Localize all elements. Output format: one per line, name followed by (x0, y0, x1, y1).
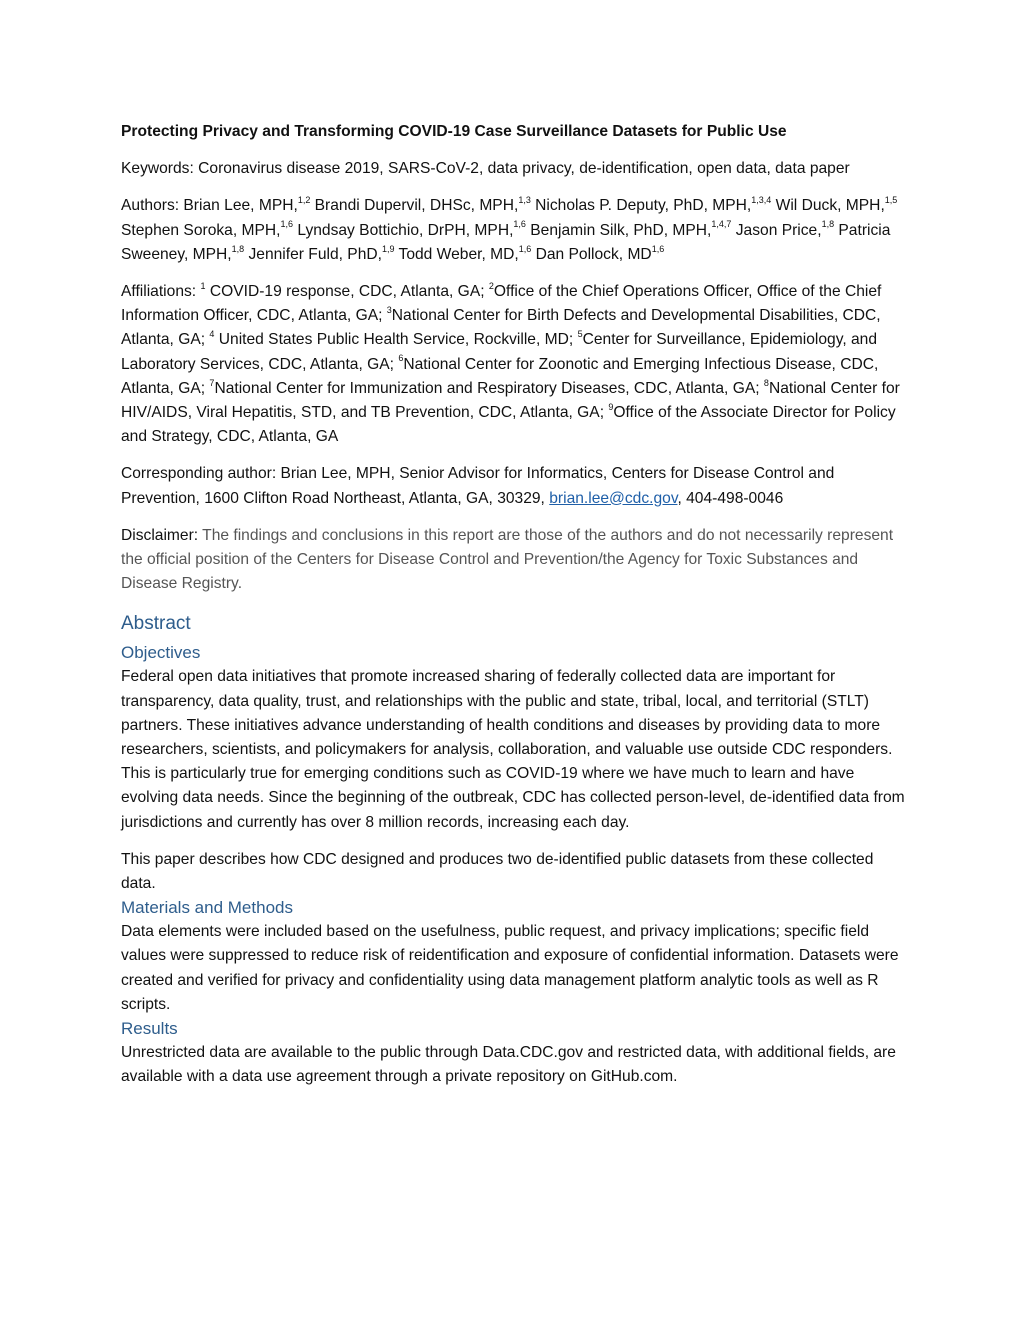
affiliation-number-sup: 6 (398, 353, 404, 364)
affiliation-number-sup: 3 (386, 305, 392, 316)
affiliation-number-sup: 1 (200, 280, 206, 291)
author-name: Lyndsay Bottichio, DrPH, MPH, (293, 221, 514, 239)
paper-page (121, 120, 911, 1090)
disclaimer-text: The findings and conclusions in this report are those of the authors and do not necessarily represent the official position of the Centers for Disease Control and Prevention/the Agency for Toxic Substances and Disease Registry. (121, 526, 894, 593)
objectives-heading: Objectives (121, 643, 201, 663)
results-heading: Results (121, 1019, 178, 1039)
affiliation-text: National Center for HIV/AIDS, Viral Hepatitis, STD, and TB Prevention, CDC, Atlanta, GA; (121, 379, 900, 422)
affiliation-number-sup: 2 (488, 280, 494, 291)
author-affiliation-sup: 1,9 (381, 243, 395, 254)
keywords: Keywords: Coronavirus disease 2019, SARS-CoV-2, data privacy, de-identification, open data, data paper (121, 160, 850, 178)
disclaimer-label: Disclaimer: (121, 526, 203, 544)
author-affiliation-sup: 1,3 (518, 195, 531, 206)
abstract-heading: Abstract (121, 613, 191, 635)
author-affiliation-sup: 1,4,7 (711, 219, 732, 230)
objectives-paragraph-2: This paper describes how CDC designed and produces two de-identified public datasets from these collected data. (121, 850, 874, 893)
affiliation-text: United States Public Health Service, Rockville, MD; (214, 331, 578, 349)
objectives-paragraph-1: Federal open data initiatives that promote increased sharing of federally collected data are important for transparency, data quality, trust, and relationships with the public and state, tribal, local, and territorial (STLT) partners. These initiatives advance understanding of health conditions and diseases by providing data to more researchers, scientists, and policymakers for analysis, collaboration, and valuable use outside CDC responders. This is particularly true for emerging conditions such as COVID-19 where we have much to learn and have evolving data needs. Since the beginning of the outbreak, CDC has collected person-level, de-identified data from jurisdictions and currently has over 8 million records, increasing each day. (121, 668, 905, 831)
affiliation-text: Center for Surveillance, Epidemiology, and Laboratory Services, CDC, Atlanta, GA; (121, 331, 878, 373)
author-affiliation-sup: 1,6 (651, 243, 665, 254)
disclaimer (121, 524, 911, 597)
author-affiliation-sup: 1,3,4 (751, 195, 772, 206)
authors-paragraph (121, 194, 911, 267)
author-name: Nicholas P. Deputy, PhD, MPH, (530, 197, 752, 215)
corresponding-text: Corresponding author: Brian Lee, MPH, Senior Advisor for Informatics, Centers for Disease Control and Prevention, 1600 Clifton Road Northeast, Atlanta, GA, 30329, (121, 465, 835, 507)
paper-title: Protecting Privacy and Transforming COVID-19 Case Surveillance Datasets for Public Use (121, 123, 787, 140)
author-name: Brandi Dupervil, DHSc, MPH, (310, 197, 519, 215)
corresponding-phone: , 404-498-0046 (677, 489, 784, 507)
author-affiliation-sup: 1,8 (821, 219, 835, 230)
methods-paragraph: Data elements were included based on the usefulness, public request, and privacy implications; specific field values were suppressed to reduce risk of reidentification and exposure of confidential information. Datasets were created and verified for privacy and confidentiality using data management platform analytic tools as well as R scripts. (121, 923, 899, 1013)
affiliation-text: Office of the Chief Operations Officer, Office of the Chief Information Officer, CDC, Atlanta, GA; (121, 283, 882, 325)
author-name: Jason Price, (731, 221, 822, 239)
author-affiliation-sup: 1,5 (884, 195, 898, 206)
affiliation-number-sup: 9 (608, 401, 614, 412)
author-affiliation-sup: 1,6 (518, 243, 532, 254)
affiliation-number-sup: 8 (763, 377, 769, 388)
results-paragraph: Unrestricted data are available to the public through Data.CDC.gov and restricted data, with additional fields, are available with a data use agreement through a private repository on GitHub.com. (121, 1044, 896, 1086)
affiliation-number-sup: 7 (209, 377, 215, 388)
author-name: Jennifer Fuld, PhD, (244, 245, 382, 263)
affiliation-text: National Center for Zoonotic and Emerging Infectious Disease, CDC, Atlanta, GA; (121, 355, 879, 397)
affiliation-text: National Center for Immunization and Respiratory Diseases, CDC, Atlanta, GA; (214, 379, 764, 397)
author-affiliation-sup: 1,8 (231, 243, 245, 254)
affiliation-number-sup: 5 (577, 329, 583, 340)
affiliations-paragraph (121, 280, 911, 449)
affiliation-text: Office of the Associate Director for Policy and Strategy, CDC, Atlanta, GA (121, 404, 896, 446)
affiliation-text: National Center for Birth Defects and Developmental Disabilities, CDC, Atlanta, GA; (121, 307, 881, 349)
author-affiliation-sup: 1,6 (513, 219, 526, 230)
corresponding-author (121, 462, 911, 510)
author-affiliation-sup: 1,2 (297, 195, 311, 206)
email-link[interactable]: brian.lee@cdc.gov (549, 489, 678, 507)
author-affiliation-sup: 1,6 (280, 219, 294, 230)
affiliations-label: Affiliations: (121, 283, 201, 301)
affiliation-number-sup: 4 (209, 329, 215, 340)
author-name: Patricia Sweeney, MPH, (121, 221, 891, 263)
authors-label: Authors: (121, 197, 184, 215)
author-name: Benjamin Silk, PhD, MPH, (525, 221, 712, 239)
author-name: Todd Weber, MD, (394, 245, 519, 263)
methods-heading: Materials and Methods (121, 898, 293, 918)
affiliation-text: COVID-19 response, CDC, Atlanta, GA; (205, 283, 489, 301)
author-name: Dan Pollock, MD (531, 245, 652, 263)
author-name: Stephen Soroka, MPH, (121, 221, 281, 239)
author-name: Brian Lee, MPH, (183, 197, 298, 215)
author-name: Wil Duck, MPH, (771, 197, 885, 215)
